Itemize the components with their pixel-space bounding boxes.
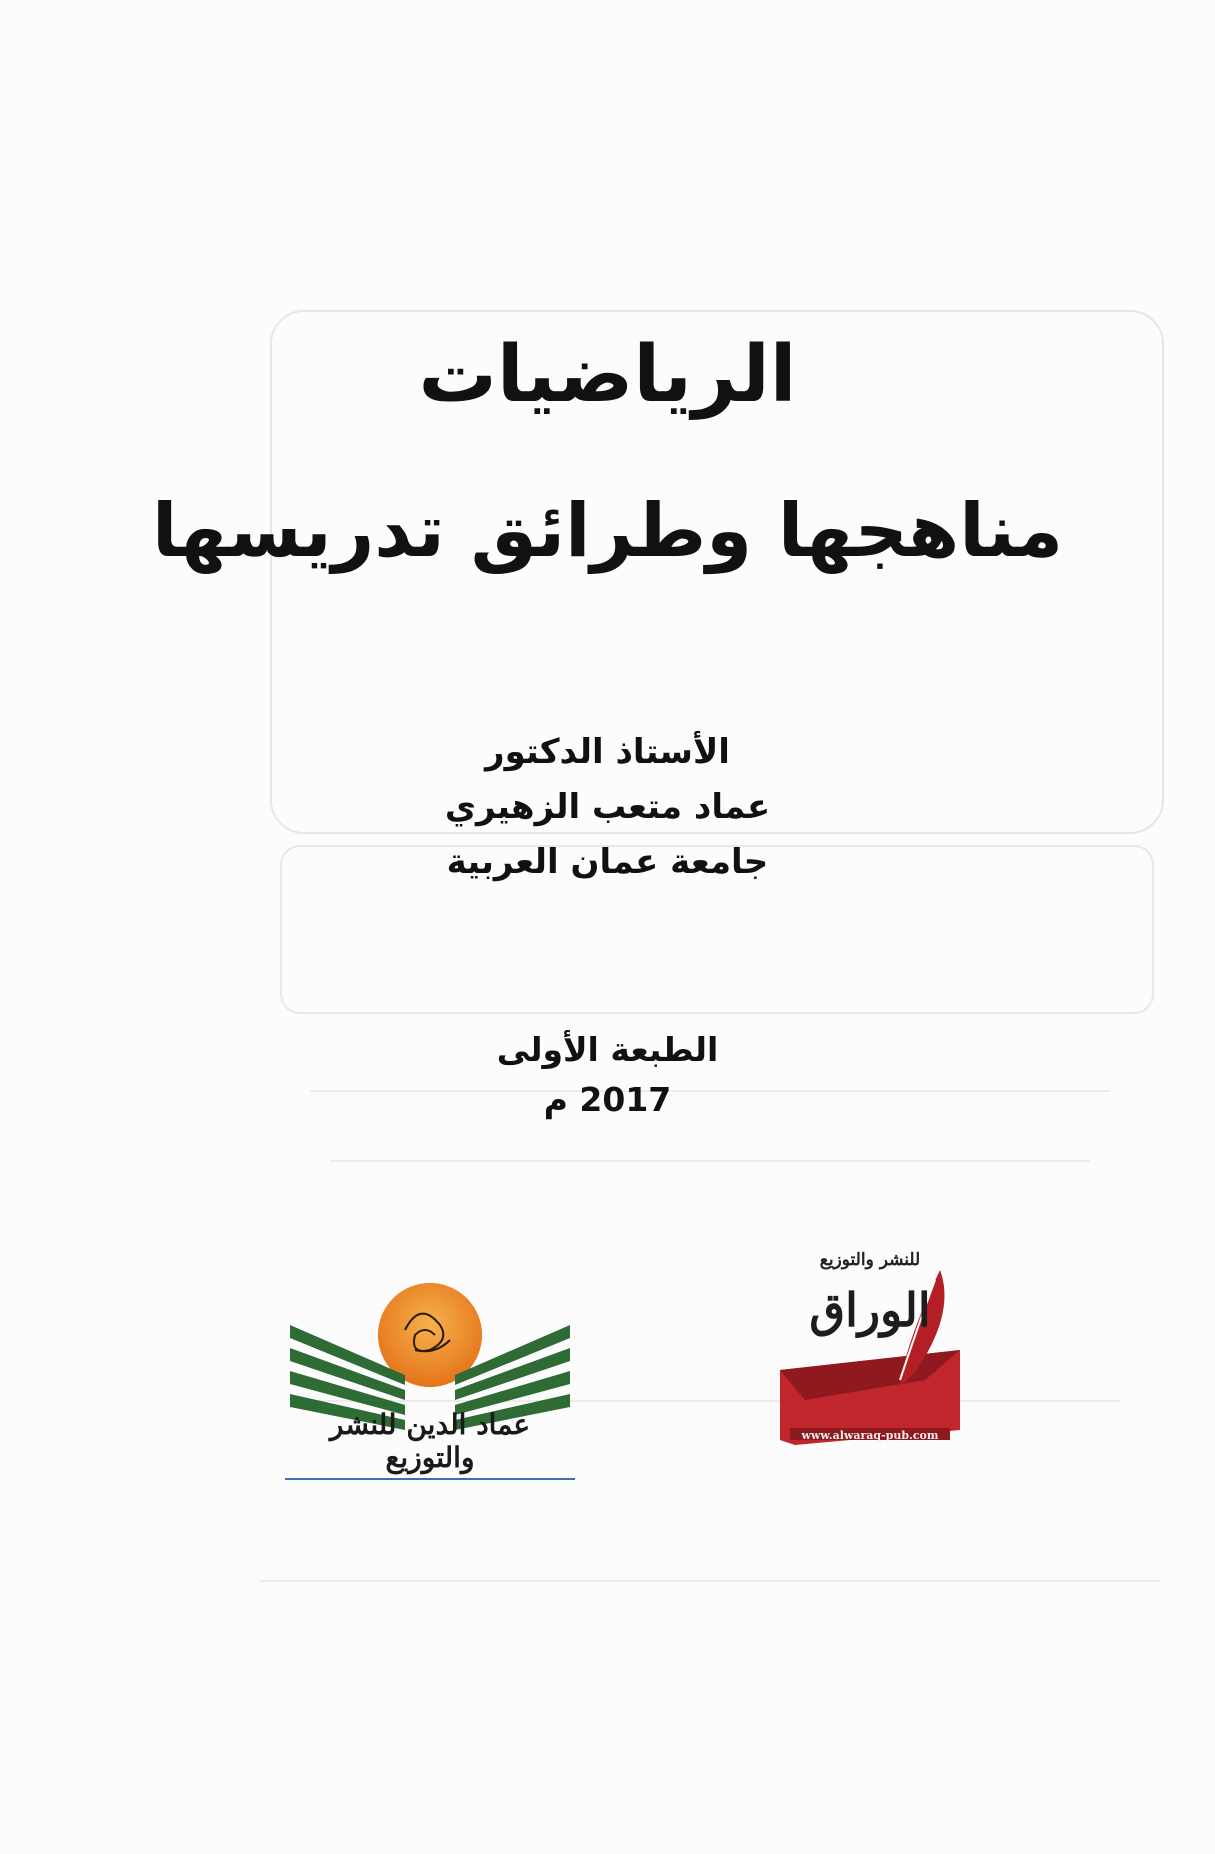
author-block (0, 725, 1215, 890)
edition-label: الطبعة الأولى (496, 1030, 719, 1069)
edition-year: 2017 م (543, 1080, 672, 1119)
author-affiliation: جامعة عمان العربية (446, 842, 769, 882)
alwaraq-logo-icon (775, 1250, 965, 1450)
edition-block (0, 1025, 1215, 1125)
bleed-through-line (330, 1160, 1090, 1162)
alwaraq-publisher-name: الوراق (809, 1283, 931, 1337)
alwaraq-url: www.alwaraq-pub.com (801, 1429, 939, 1442)
emad-aldin-publisher-name: عماد الدين للنشر والتوزيع (285, 1408, 575, 1480)
alwaraq-tagline: للنشر والتوزيع (819, 1250, 921, 1270)
book-title-line2: مناهجها وطرائق تدريسها (151, 488, 1064, 574)
author-name: عماد متعب الزهيري (444, 787, 771, 827)
book-title-line1: الرياضيات (418, 330, 797, 420)
author-title: الأستاذ الدكتور (485, 732, 730, 772)
bleed-through-line (260, 1580, 1160, 1582)
